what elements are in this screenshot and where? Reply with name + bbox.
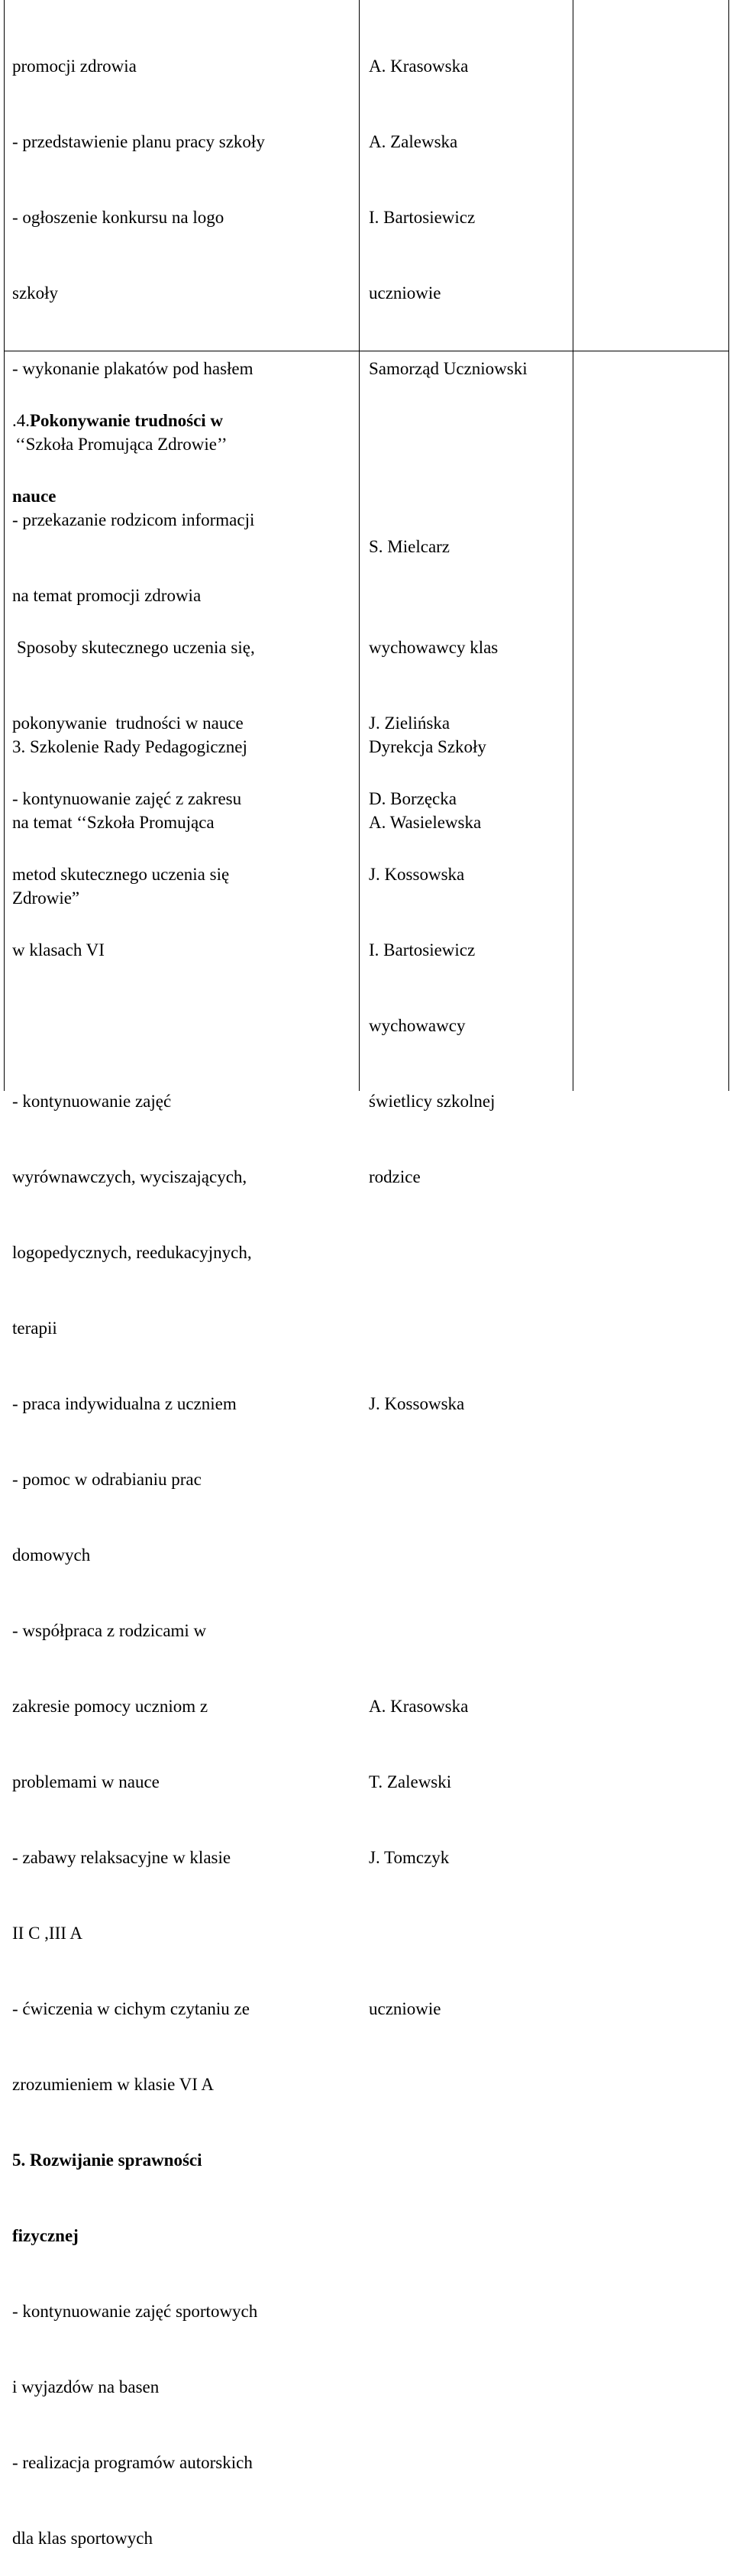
responsible-person: uczniowie (369, 283, 441, 303)
intro-line: Sposoby skutecznego uczenia się, (17, 638, 255, 657)
intro-line: metod skutecznego uczenia się (12, 865, 230, 884)
responsible-person: T. Zalewski (369, 1772, 452, 1791)
section5-heading-line: 5. Rozwijanie sprawności (12, 2150, 202, 2170)
section4-heading-number: .4. (12, 411, 30, 430)
list-line: zakresie pomocy uczniom z (12, 1697, 208, 1716)
activity-line: - wykonanie plakatów pod hasłem (12, 359, 253, 378)
activity-line: na temat promocji zdrowia (12, 586, 202, 605)
responsible-person: Dyrekcja Szkoły (369, 737, 486, 756)
activity-line: promocji zdrowia (12, 57, 137, 76)
intro-line: w klasach VI (12, 940, 105, 960)
responsible-person: A. Krasowska (369, 1697, 469, 1716)
list-line: terapii (12, 1319, 57, 1338)
intro-line: - kontynuowanie zajęć z zakresu (12, 789, 242, 808)
activity-line: ‘‘Szkoła Promująca Zdrowie’’ (15, 435, 228, 454)
list-line: - praca indywidualna z uczniem (12, 1394, 237, 1413)
section5-line: dla klas sportowych (12, 2529, 153, 2548)
responsible-person: J. Kossowska (369, 865, 465, 884)
section4-heading-line (12, 408, 356, 433)
list-line: zrozumieniem w klasie VI A (12, 2075, 215, 2094)
row2-responsible-list (369, 584, 571, 2047)
responsible-person: wychowawcy (369, 1016, 466, 1035)
column-divider-1 (359, 0, 360, 1091)
section5-heading-line: fizycznej (12, 2226, 79, 2245)
section3-heading-line: na temat ‘‘Szkoła Promująca (12, 813, 215, 832)
section3-heading-line: Zdrowie” (12, 888, 80, 908)
section3-heading-line: 3. Szkolenie Rady Pedagogicznej (12, 737, 247, 756)
section5-line: - kontynuowanie zajęć sportowych (12, 2302, 258, 2321)
responsible-person: A. Wasielewska (369, 813, 482, 832)
responsible-person: Samorząd Uczniowski (369, 359, 528, 378)
responsible-person: D. Borzęcka (369, 789, 457, 808)
responsible-person: J. Tomczyk (369, 1848, 450, 1867)
row2-responsible-cell (369, 358, 571, 584)
list-line: problemami w nauce (12, 1772, 160, 1791)
activity-line: - przekazanie rodzicom informacji (12, 510, 255, 529)
responsible-person: A. Krasowska (369, 57, 469, 76)
activity-line: - ogłoszenie konkursu na logo (12, 208, 224, 227)
responsible-person: wychowawcy klas (369, 638, 499, 657)
table-right-border (728, 0, 729, 1091)
responsible-person: I. Bartosiewicz (369, 940, 476, 960)
list-line: II C ,III A (12, 1924, 82, 1943)
responsible-person: I. Bartosiewicz (369, 208, 476, 227)
list-line: - zabawy relaksacyjne w klasie (12, 1848, 231, 1867)
intro-line: pokonywanie trudności w nauce (12, 714, 244, 733)
section4-heading-title: Pokonywanie trudności w (30, 411, 224, 430)
section5-line: - realizacja programów autorskich (12, 2453, 253, 2472)
responsible-person: J. Kossowska (369, 1394, 465, 1413)
responsible-person: świetlicy szkolnej (369, 1092, 496, 1111)
responsible-person: J. Zielińska (369, 714, 450, 733)
row2-activity-cell (12, 358, 356, 2576)
list-line: - ćwiczenia w cichym czytaniu ze (12, 1999, 250, 2018)
activity-line: szkoły (12, 283, 59, 303)
table-left-border (4, 0, 5, 1091)
section4-heading-line: nauce (12, 487, 57, 506)
list-line: - kontynuowanie zajęć (12, 1092, 172, 1111)
responsible-person: uczniowie (369, 1999, 441, 2018)
list-line: - pomoc w odrabianiu prac (12, 1470, 202, 1489)
list-line: logopedycznych, reedukacyjnych, (12, 1243, 252, 1262)
list-line: - współpraca z rodzicami w (12, 1621, 207, 1640)
list-line: wyrównawczych, wyciszających, (12, 1167, 247, 1186)
responsible-person: A. Zalewska (369, 132, 458, 151)
list-line: domowych (12, 1545, 91, 1565)
responsible-person: rodzice (369, 1167, 421, 1186)
section5-line: i wyjazdów na basen (12, 2377, 160, 2396)
responsible-person: S. Mielcarz (369, 537, 450, 556)
activity-line: - przedstawienie planu pracy szkoły (12, 132, 265, 151)
